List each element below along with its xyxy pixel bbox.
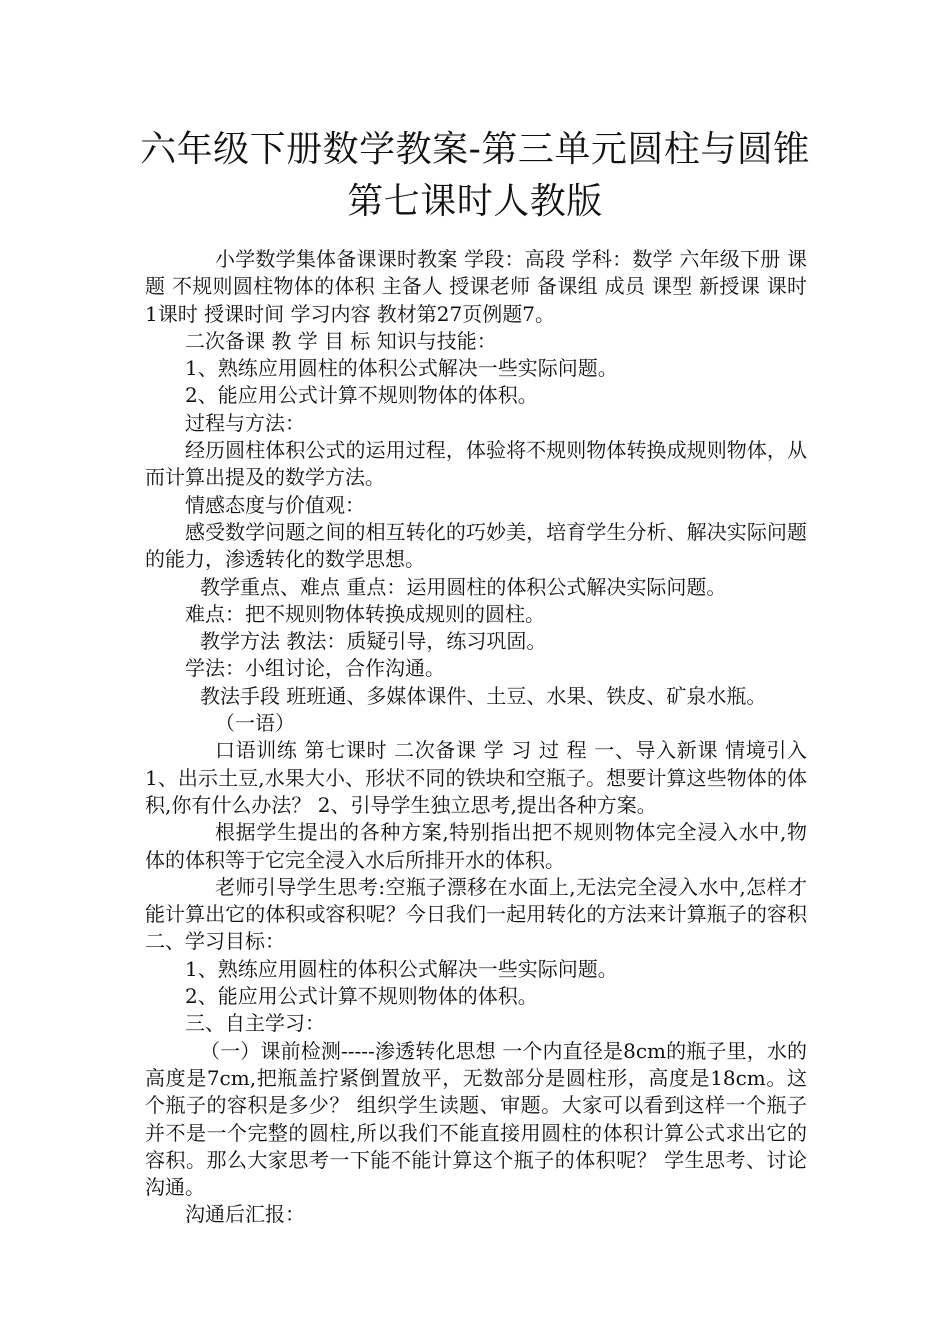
paragraph-attitude-heading: 情感态度与价值观： [185, 492, 365, 517]
paragraph-learning-method: 学法：小组讨论，合作沟通。 [185, 656, 445, 681]
paragraph-self-study-heading: 三、自主学习： [185, 1011, 325, 1036]
title-line-2: 第七课时人教版 [347, 181, 603, 222]
paragraph-solution: 根据学生提出的各种方案,特别指出把不规则物体完全浸入水中,物体的体积等于它完全浸入水后所排开水的体积。 [145, 820, 807, 872]
document-title [100, 124, 850, 228]
paragraph-teaching-method: 教学方法 教法：质疑引导，练习巩固。 [200, 629, 547, 654]
paragraph-teaching-means: 教法手段 班班通、多媒体课件、土豆、水果、铁皮、矿泉水瓶。 [200, 683, 767, 708]
document-body [145, 246, 807, 1229]
title-line-1: 六年级下册数学教案-第三单元圆柱与圆锥 [140, 129, 810, 170]
paragraph-teacher-guide: 老师引导学生思考:空瓶子漂移在水面上,无法完全浸入水中,怎样才能计算出它的体积或容积呢？今日我们一起用转化的方法来计算瓶子的容积 二、学习目标： [145, 874, 807, 954]
paragraph-report: 沟通后汇报： [185, 1202, 305, 1227]
paragraph-objectives-heading: 二次备课 教 学 目 标 知识与技能： [185, 328, 497, 353]
paragraph-objective-2: 2、能应用公式计算不规则物体的体积。 [185, 383, 538, 408]
paragraph-attitude: 感受数学问题之间的相互转化的巧妙美，培育学生分析、解决实际问题的能力，渗透转化的数学思想。 [145, 519, 807, 572]
paragraph-intro: 口语训练 第七课时 二次备课 学 习 过 程 一、导入新课 情境引入 1、出示土豆,水果大小、形状不同的铁块和空瓶子。想要计算这些物体的体积,你有什么办法？ 2、引导学生独立思考,提出各种方案。 [145, 738, 807, 817]
lesson-header-paragraph: 小学数学集体备课课时教案 学段：高段 学科：数学 六年级下册 课题 不规则圆柱物体的体积 主备人 授课老师 备课组 成员 课型 新授课 课时 1课时 授课时间 学习内容 教材第27页例题7。 [145, 247, 807, 326]
paragraph-objective-1: 1、熟练应用圆柱的体积公式解决一些实际问题。 [185, 356, 618, 381]
paragraph-goal-2: 2、能应用公式计算不规则物体的体积。 [185, 984, 538, 1009]
paragraph-difficulty: 难点：把不规则物体转换成规则的圆柱。 [185, 601, 545, 626]
paragraph-goal-1: 1、熟练应用圆柱的体积公式解决一些实际问题。 [185, 956, 618, 981]
paragraph-key-points: 教学重点、难点 重点：运用圆柱的体积公式解决实际问题。 [200, 574, 727, 599]
paragraph-process: 经历圆柱体积公式的运用过程，体验将不规则物体转换成规则物体，从而计算出提及的数学方法。 [145, 438, 807, 490]
paragraph-pre-test: （一）课前检测-----渗透转化思想 一个内直径是8cm的瓶子里，水的高度是7cm,把瓶盖拧紧倒置放平，无数部分是圆柱形，高度是18cm。这个瓶子的容积是多少？ 组织学生读题、审题。大家可以看到这样一个瓶子并不是一个完整的圆柱,所以我们不能直接用圆柱的体积计算公式求出它的容积。那么大家思考一下能不能计算这个瓶子的体积呢？ 学生思考、讨论沟通。 [145, 1038, 807, 1200]
paragraph-oral: （一语） [215, 711, 295, 736]
paragraph-process-heading: 过程与方法： [185, 410, 305, 435]
